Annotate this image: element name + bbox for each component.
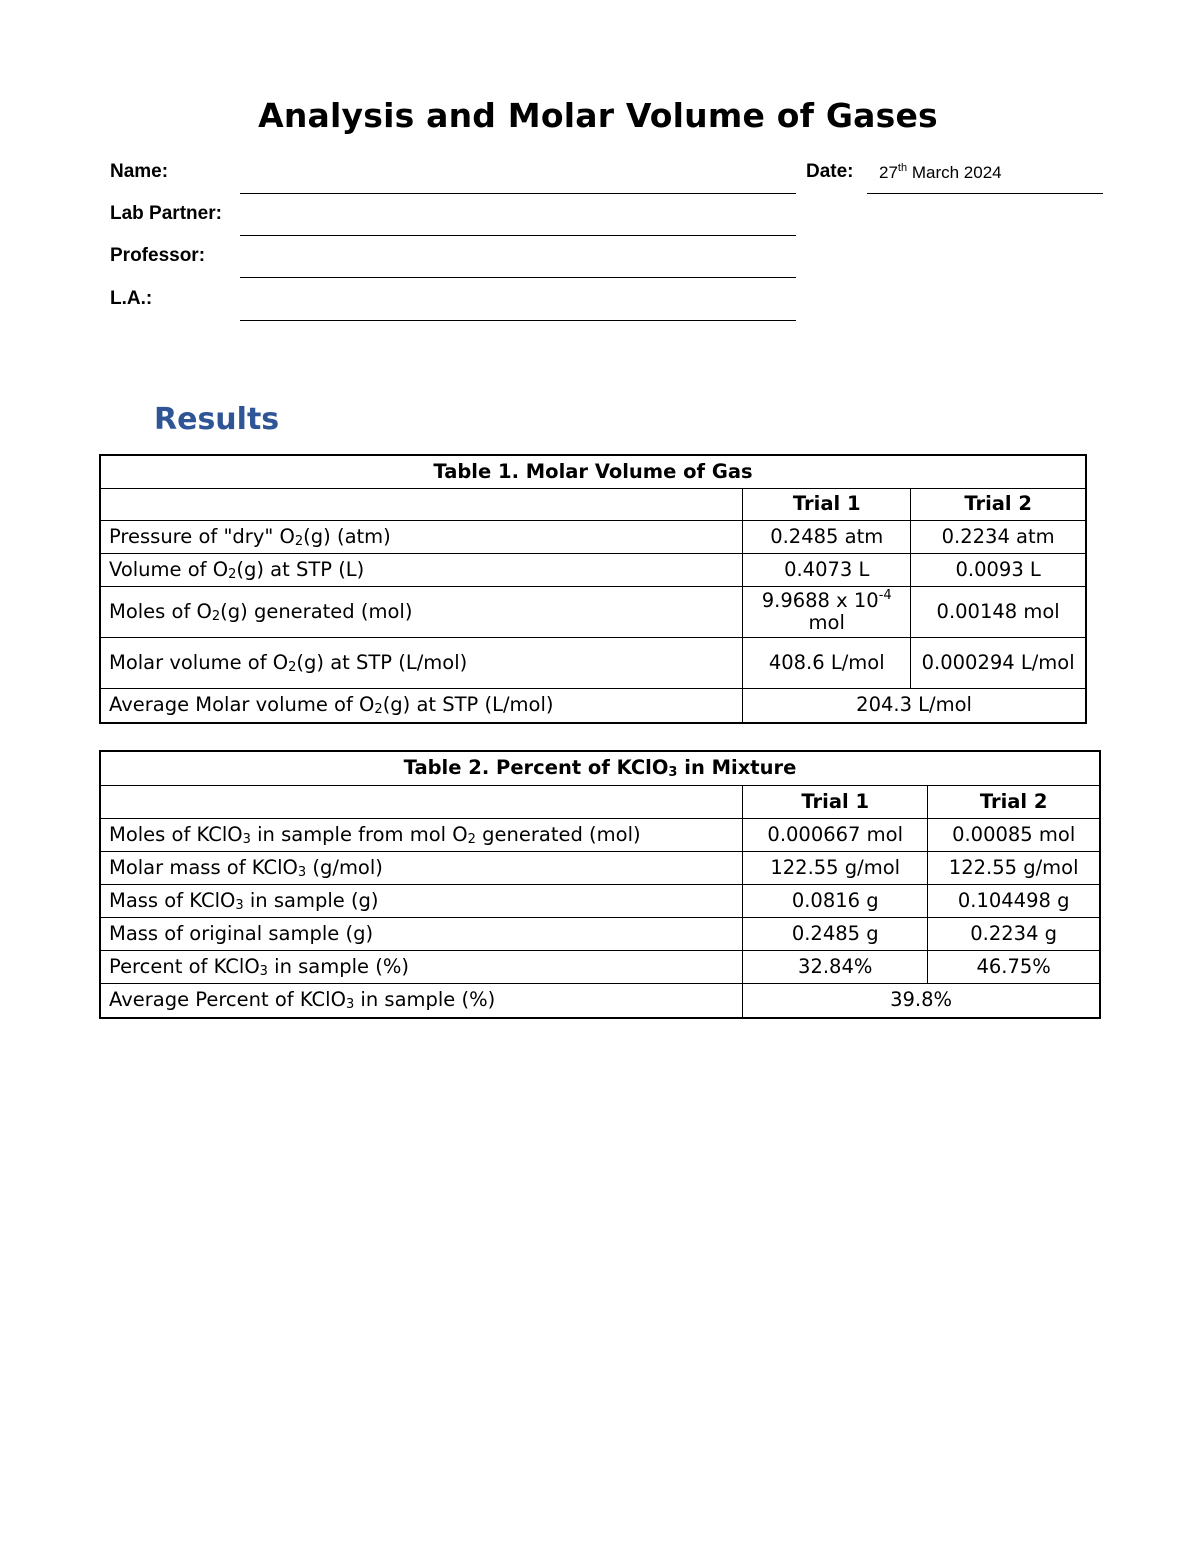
table-header-row (100, 488, 1086, 520)
average-value: 204.3 L/mol (743, 688, 1086, 723)
date-line[interactable] (867, 193, 1103, 194)
header-trial-2: Trial 2 (911, 488, 1086, 520)
trial-1-value: 0.4073 L (743, 553, 911, 586)
subscript: 3 (259, 963, 268, 979)
table-row (100, 851, 1100, 884)
row-label (100, 884, 743, 917)
header-trial-2: Trial 2 (928, 785, 1100, 818)
name-line[interactable] (240, 193, 796, 194)
professor-line[interactable] (240, 277, 796, 278)
trial-2-value: 46.75% (928, 950, 1100, 983)
table-caption-row (100, 455, 1086, 488)
row-label (100, 983, 743, 1018)
average-value: 39.8% (743, 983, 1100, 1018)
trial-2-value: 0.0093 L (911, 553, 1086, 586)
subscript: 3 (242, 831, 251, 847)
row-label (100, 950, 743, 983)
subscript: 3 (235, 897, 244, 913)
label-text: (g) at STP (L/mol) (296, 650, 468, 674)
label-text: Percent of KClO (109, 954, 260, 978)
trial-1-value: 408.6 L/mol (743, 637, 911, 688)
subscript: 2 (294, 533, 304, 549)
trial-2-value: 0.104498 g (928, 884, 1100, 917)
trial-2-value: 122.55 g/mol (928, 851, 1100, 884)
table-row (100, 520, 1086, 553)
kclo3-percent-table (99, 750, 1101, 1019)
molar-volume-table (99, 454, 1087, 724)
subscript: 3 (345, 997, 355, 1013)
la-label: L.A.: (110, 288, 153, 309)
label-text: Pressure of "dry" O (109, 524, 295, 548)
label-text: Average Percent of KClO (109, 988, 346, 1012)
trial-1-value: 32.84% (743, 950, 928, 983)
date-label: Date: (806, 161, 854, 182)
trial-2-value: 0.00148 mol (911, 586, 1086, 637)
row-label (100, 637, 743, 688)
table-row (100, 553, 1086, 586)
label-text: (g) generated (mol) (220, 599, 413, 623)
subscript: 2 (228, 566, 237, 582)
caption-text: Table 2. Percent of KClO (403, 756, 669, 780)
row-label (100, 586, 743, 637)
table-row (100, 983, 1100, 1018)
date-day: 27 (879, 163, 898, 182)
trial-2-value: 0.000294 L/mol (911, 637, 1086, 688)
trial-1-value (743, 586, 911, 637)
label-text: Molar volume of O (109, 650, 289, 674)
results-heading: Results (154, 402, 280, 437)
value-mantissa: 9.9688 x 10 (761, 588, 879, 612)
table-row (100, 818, 1100, 851)
header-blank (100, 785, 743, 818)
trial-1-value: 0.2485 g (743, 917, 928, 950)
trial-1-value: 122.55 g/mol (743, 851, 928, 884)
table-caption (100, 751, 1100, 785)
table-header-row (100, 785, 1100, 818)
value-exponent: -4 (878, 587, 892, 603)
name-label: Name: (110, 161, 169, 182)
table-caption: Table 1. Molar Volume of Gas (100, 455, 1086, 488)
row-label (100, 818, 743, 851)
label-text: (g) (atm) (303, 524, 391, 548)
professor-label: Professor: (110, 245, 206, 266)
trial-2-value: 0.2234 atm (911, 520, 1086, 553)
header-blank (100, 488, 743, 520)
label-text: in sample from mol O (250, 822, 468, 846)
subscript: 2 (211, 608, 221, 624)
trial-2-value: 0.2234 g (928, 917, 1100, 950)
label-text: Average Molar volume of O (109, 693, 375, 717)
table-caption-row (100, 751, 1100, 785)
date-value (879, 163, 1002, 183)
value-unit: mol (808, 610, 845, 634)
la-line[interactable] (240, 320, 796, 321)
subscript: 2 (288, 659, 297, 675)
row-label (100, 553, 743, 586)
label-text: (g) at STP (L/mol) (382, 693, 554, 717)
header-trial-1: Trial 1 (743, 785, 928, 818)
label-text: Moles of KClO (109, 822, 243, 846)
label-text: Moles of O (109, 599, 212, 623)
label-text: Molar mass of KClO (109, 855, 298, 879)
row-label: Mass of original sample (g) (100, 917, 743, 950)
date-rest: March 2024 (907, 163, 1002, 182)
label-text: in sample (g) (243, 888, 379, 912)
subscript: 3 (668, 765, 678, 781)
date-suffix: th (897, 162, 908, 174)
row-label (100, 688, 743, 723)
table-row (100, 950, 1100, 983)
lab-partner-label: Lab Partner: (110, 203, 222, 224)
subscript: 2 (467, 831, 476, 847)
table-row (100, 917, 1100, 950)
label-text: (g/mol) (306, 855, 383, 879)
document-title: Analysis and Molar Volume of Gases (258, 96, 938, 135)
subscript: 3 (297, 864, 307, 880)
label-text: generated (mol) (475, 822, 641, 846)
caption-text: in Mixture (677, 756, 797, 780)
row-label (100, 851, 743, 884)
row-label (100, 520, 743, 553)
trial-1-value: 0.2485 atm (743, 520, 911, 553)
label-text: Mass of KClO (109, 888, 236, 912)
label-text: in sample (%) (354, 988, 496, 1012)
table-row (100, 586, 1086, 637)
table-row (100, 688, 1086, 723)
table-row (100, 884, 1100, 917)
table-row (100, 637, 1086, 688)
trial-1-value: 0.000667 mol (743, 818, 928, 851)
label-text: Volume of O (109, 557, 229, 581)
label-text: (g) at STP (L) (236, 557, 365, 581)
trial-2-value: 0.00085 mol (928, 818, 1100, 851)
subscript: 2 (374, 702, 383, 718)
trial-1-value: 0.0816 g (743, 884, 928, 917)
header-trial-1: Trial 1 (743, 488, 911, 520)
label-text: in sample (%) (267, 954, 409, 978)
lab-partner-line[interactable] (240, 235, 796, 236)
